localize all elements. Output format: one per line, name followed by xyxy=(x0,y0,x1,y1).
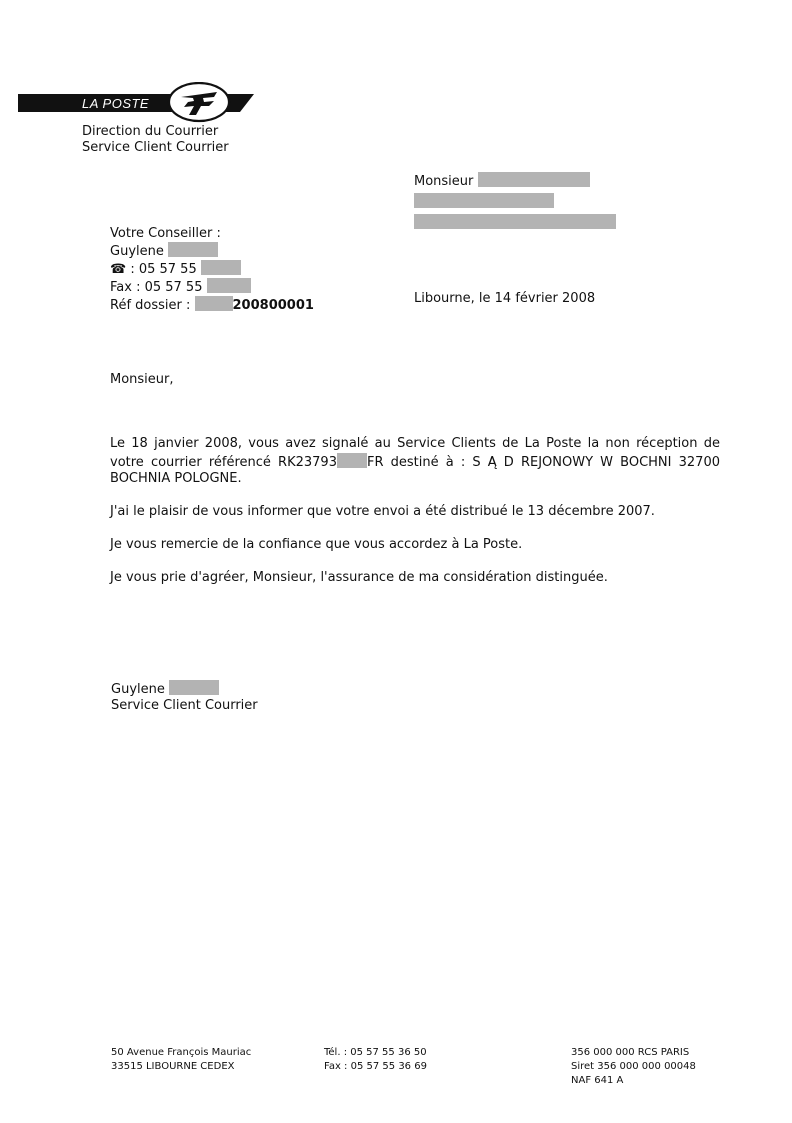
la-poste-logo xyxy=(18,82,254,126)
footer-address xyxy=(111,1046,251,1074)
redacted-advisor-surname xyxy=(168,242,218,257)
footer-naf: NAF 641 A xyxy=(571,1075,624,1086)
body-paragraph-1 xyxy=(110,436,720,488)
sender-direction: Direction du Courrier xyxy=(82,124,219,139)
redacted-fax-suffix xyxy=(207,278,251,293)
sender-header xyxy=(82,124,229,156)
sender-service: Service Client Courrier xyxy=(82,140,229,155)
redacted-reference-prefix xyxy=(195,296,233,311)
footer-rcs: 356 000 000 RCS PARIS xyxy=(571,1047,690,1058)
letter-body xyxy=(110,436,720,603)
logo-text: LA POSTE xyxy=(82,96,150,111)
advisor-label: Votre Conseiller : xyxy=(110,226,221,241)
body-paragraph-4: Je vous prie d'agréer, Monsieur, l'assurance de ma considération distinguée. xyxy=(110,570,608,585)
redacted-tracking-digits xyxy=(337,453,367,468)
signature-name: Guylene xyxy=(111,682,165,697)
footer-contact xyxy=(324,1046,427,1074)
footer-tel: Tél. : 05 57 55 36 50 xyxy=(324,1047,427,1058)
salutation: Monsieur, xyxy=(110,372,174,387)
footer-address-line-1: 50 Avenue François Mauriac xyxy=(111,1047,252,1058)
reference-number: 200800001 xyxy=(232,298,314,313)
date-line: Libourne, le 14 février 2008 xyxy=(414,291,596,306)
signature-service: Service Client Courrier xyxy=(111,698,258,713)
body-p1-part2: FR destiné à : S Ą D REJONOWY W BOCHNI 32700 BOCHNIA POLOGNE. xyxy=(110,454,720,486)
body-paragraph-2: J'ai le plaisir de vous informer que votre envoi a été distribué le 13 décembre 2007. xyxy=(110,504,655,519)
advisor-phone: ☎ : 05 57 55 xyxy=(110,262,197,277)
footer-address-line-2: 33515 LIBOURNE CEDEX xyxy=(111,1061,235,1072)
recipient-title: Monsieur xyxy=(414,174,474,189)
body-paragraph-3: Je vous remercie de la confiance que vous accordez à La Poste. xyxy=(110,537,523,552)
redacted-phone-suffix xyxy=(201,260,241,275)
redacted-recipient-name xyxy=(478,172,590,187)
reference-label: Réf dossier : xyxy=(110,298,191,313)
footer-legal xyxy=(571,1046,696,1088)
redacted-address-line-1 xyxy=(414,193,554,208)
body-p1-part1: Le 18 janvier 2008, vous avez signalé au Service Clients de La Poste la non réception de votre courrier référencé RK23793 xyxy=(110,436,720,470)
advisor-name: Guylene xyxy=(110,244,164,259)
footer-siret: Siret 356 000 000 00048 xyxy=(571,1061,696,1072)
recipient-block xyxy=(414,172,616,232)
signature-block xyxy=(111,680,258,714)
advisor-block xyxy=(110,226,314,314)
redacted-signature-surname xyxy=(169,680,219,695)
footer-fax: Fax : 05 57 55 36 69 xyxy=(324,1061,427,1072)
advisor-fax: Fax : 05 57 55 xyxy=(110,280,203,295)
redacted-address-line-2 xyxy=(414,214,616,229)
